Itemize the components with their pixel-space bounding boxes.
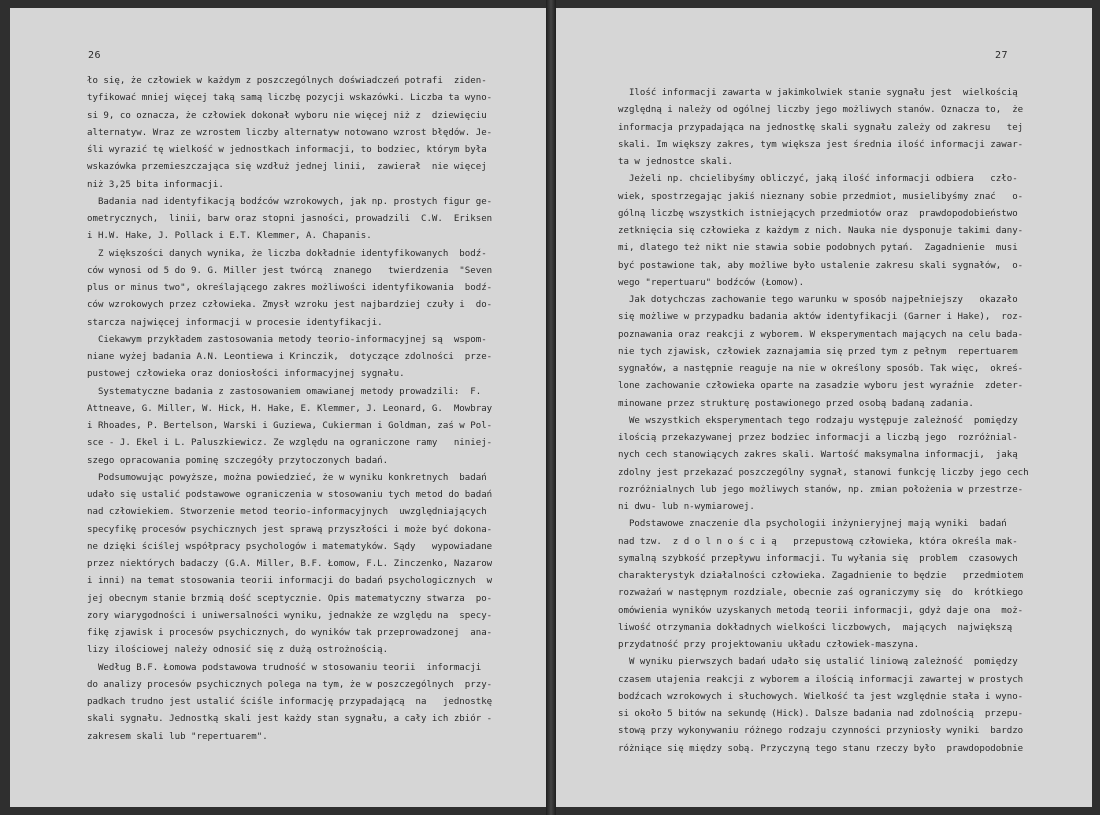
text-line: ta w jednostce skali. [618,157,733,167]
right-page [556,8,1092,807]
text-line: zory wiarygodności i uniwersalności wyniku, jednakże ze względu na specy- [87,610,493,621]
text-line: czasem utajenia reakcji z wyborem a ilością informacji zawartej w prostych [618,674,1024,685]
text-line: ców wzrokowych przez człowieka. Zmysł wzroku jest najbardziej czuły i do- [87,300,493,311]
text-line: zakresem skali lub "repertuarem". [87,731,268,742]
text-line: informacja przypadająca na jednostkę skali sygnału zależy od zakresu tej [618,122,1024,133]
text-line: sce - J. Ekel i L. Paluszkiewicz. Ze względu na ograniczone ramy niniej- [87,438,493,449]
text-line: wego "repertuaru" bodźców (Łomow). [618,277,805,288]
text-line: skali sygnału. Jednostką skali jest każdy stan sygnału, a cały ich zbiór - [87,714,493,725]
text-line: ło się, że człowiek w każdym z poszczególnych doświadczeń potrafi ziden- [87,76,487,86]
text-line: gólną liczbę wszystkich istniejących przedmiotów oraz prawdopodobieństwo [618,208,1018,219]
text-line: szego opracowania pominę szczegóły przytoczonych badań. [87,455,389,466]
text-line: si około 5 bitów na sekundę (Hick). Dalsze badania nad zdolnością przepu- [618,709,1024,719]
text-line: wiek, spostrzegając jakiś nieznany sobie przedmiot, musielibyśmy znać o- [618,191,1024,202]
text-line: względną i należy od ogólnej liczby jego możliwych stanów. Oznacza to, że [618,105,1024,116]
text-line: do analizy procesów psychicznych polega na tym, że w poszczególnych przy- [87,679,493,690]
text-line: pustowej człowieka oraz doniosłości informacyjnej sygnału. [87,369,405,380]
text-line: lone zachowanie człowieka oparte na zasadzie wyboru jest wyraźnie zdeter- [618,381,1024,392]
left-page [10,8,546,807]
text-line: nad człowiekiem. Stworzenie metod teorio-informacyjnych uwzględniających [87,507,487,518]
text-line: przydatność przy projektowaniu układu człowiek-maszyna. [618,640,920,650]
text-line: liwość otrzymania dokładnych wielkości liczbowych, mających największą [618,622,1013,633]
text-line: Podstawowe znaczenie dla psychologii inżynieryjnej mają wyniki badań [618,519,1007,530]
text-line: alternatyw. Wraz ze wzrostem liczby alternatyw notowano wzrost błędów. Je- [87,127,493,138]
text-line: mi, dlatego też nikt nie stawia sobie podobnych pytań. Zagadnienie musi [618,243,1018,254]
text-line: i H.W. Hake, J. Pollack i E.T. Klemmer, A. Chapanis. [87,231,372,242]
text-line: ni dwu- lub n-wymiarowej. [618,502,755,512]
text-line: skali. Im większy zakres, tym większa jest średnia ilość informacji zawar- [618,139,1024,150]
text-line: udało się ustalić podstawowe ograniczenia w stosowaniu tych metod do badań [87,490,493,500]
text-line: zetknięcia się człowieka z każdym z nich. Nauka nie dysponuje takimi dany- [618,226,1024,236]
text-line: padkach trudno jest ustalić ściśle informację przypadającą na jednostkę [87,697,493,707]
text-line: specyfikę procesów psychicznych jest sprawą przyszłości i może być dokona- [87,524,493,535]
text-line: Systematyczne badania z zastosowaniem omawianej metody prowadzili: F. [87,386,482,397]
text-line: niż 3,25 bita informacji. [87,179,224,190]
text-line: niane wyżej badania A.N. Leontiewa i Krinczik, dotyczące zdolności prze- [87,352,493,362]
text-line: tyfikować mniej więcej taką samą liczbę pozycji wskazówki. Liczba ta wyno- [87,93,493,104]
book-gutter [546,0,556,815]
text-line: symalną szybkość przepływu informacji. Tu wyłania się problem czasowych [618,553,1018,564]
text-line: Podsumowując powyższe, można powiedzieć, że w wyniku konkretnych badań [87,472,487,483]
text-line: się możliwe w przypadku badania aktów identyfikacji (Garner i Hake), roz- [618,312,1024,323]
page-body-text [87,73,512,746]
text-line: ilością przekazywanej przez bodziec informacji a liczbą jego rozróżnial- [618,433,1018,443]
text-line: Z większości danych wynika, że liczba dokładnie identyfikowanych bodź- [87,248,487,259]
text-line: W wyniku pierwszych badań udało się ustalić liniową zależność pomiędzy [618,657,1018,668]
page-number: 26 [88,50,102,61]
text-line: Ilość informacji zawarta w jakimkolwiek stanie sygnału jest wielkością [618,88,1018,98]
text-line: rozważań w następnym rozdziale, obecnie zaś ograniczymy się do krótkiego [618,588,1024,599]
text-line: być postawione tak, aby możliwe było ustalenie zakresu skali sygnałów, o- [618,260,1024,271]
text-line: poznawania oraz reakcji z wyborem. W eksperymentach mających na celu bada- [618,329,1024,340]
text-line: Ciekawym przykładem zastosowania metody teorio-informacyjnej są wspom- [87,334,487,345]
text-line: i inni) na temat stosowania teorii informacji do badań psychologicznych w [87,576,493,587]
text-line: zdolny jest przekazać poszczególny sygnał, stanowi funkcję liczby jego cech [618,467,1029,478]
page-number: 27 [994,50,1008,61]
text-line: Attneave, G. Miller, W. Hick, H. Hake, E. Klemmer, J. Leonard, G. Mowbray [87,403,493,414]
text-line: nie tych zjawisk, człowiek zaznajamia się przed tym z pełnym repertuarem [618,346,1018,357]
text-line: We wszystkich eksperymentach tego rodzaju występuje zależność pomiędzy [618,415,1018,426]
text-line: ometrycznych, linii, barw oraz stopni jasności, prowadzili C.W. Eriksen [87,214,493,224]
text-line: minowane przez strukturę postawionego przed osobą badaną zadania. [618,398,974,409]
text-line: stową przy wykonywaniu różnego rodzaju czynności przyniosły wyniki bardzo [618,726,1024,737]
text-line: różniące się między sobą. Przyczyną tego stanu rzeczy było prawdopodobnie [618,743,1024,754]
text-line: nych cech stanowiących zakres skali. Wartość maksymalna informacji, jaką [618,450,1018,461]
text-line: nad tzw. z d o l n o ś c i ą przepustową człowieka, która określa mak- [618,536,1018,547]
text-line: omówienia wyników uzyskanych metodą teorii informacji, gdyż daje ona moż- [618,605,1024,616]
text-line: starcza najwięcej informacji w procesie identyfikacji. [87,317,383,328]
text-line: rozróżnialnych lub jego możliwych stanów, np. zmian położenia w przestrze- [618,484,1024,495]
text-line: jej obecnym stanie brzmią dość sceptycznie. Opis matematyczny stwarza po- [87,593,493,604]
text-line: si 9, co oznacza, że człowiek dokonał wyboru nie więcej niż z dziewięciu [87,110,487,121]
page-body-text [618,85,1036,758]
text-line: bodźcach wzrokowych i słuchowych. Wielkość ta jest względnie stała i wyno- [618,691,1024,702]
text-line: charakterystyk działalności człowieka. Zagadnienie to będzie przedmiotem [618,571,1024,581]
text-line: Jak dotychczas zachowanie tego warunku w sposób najpełniejszy okazało [618,295,1018,305]
text-line: Jeżeli np. chcielibyśmy obliczyć, jaką ilość informacji odbiera czło- [618,174,1018,185]
text-line: fikę zjawisk i procesów psychicznych, do wyników tak przeprowadzonej ana- [87,628,493,638]
text-line: śli wyrazić tę wielkość w jednostkach informacji, to bodziec, którym była [87,145,487,155]
text-line: i Rhoades, P. Bertelson, Warski i Guziewa, Cukierman i Goldman, zaś w Pol- [87,421,493,431]
text-line: Według B.F. Łomowa podstawowa trudność w stosowaniu teorii informacji [87,662,482,673]
text-line: Badania nad identyfikacją bodźców wzrokowych, jak np. prostych figur ge- [87,196,493,207]
text-line: lizy ilościowej należy odnosić się z dużą ostrożnością. [87,645,389,656]
text-line: ne dzięki ściślej współpracy psychologów i matematyków. Sądy wypowiadane [87,541,493,552]
text-line: wskazówka przemieszczająca się wzdłuż jednej linii, zawierał nie więcej [87,162,487,173]
text-line: ców wynosi od 5 do 9. G. Miller jest twórcą znanego twierdzenia "Seven [87,265,493,276]
text-line: przez niektórych badaczy (G.A. Miller, B.F. Łomow, F.L. Zinczenko, Nazarow [87,559,493,569]
text-line: plus or minus two", określającego zakres możliwości identyfikowania bodź- [87,283,493,293]
text-line: sygnałów, a następnie reaguje na nie w określony sposób. Tak więc, okreś- [618,364,1024,374]
